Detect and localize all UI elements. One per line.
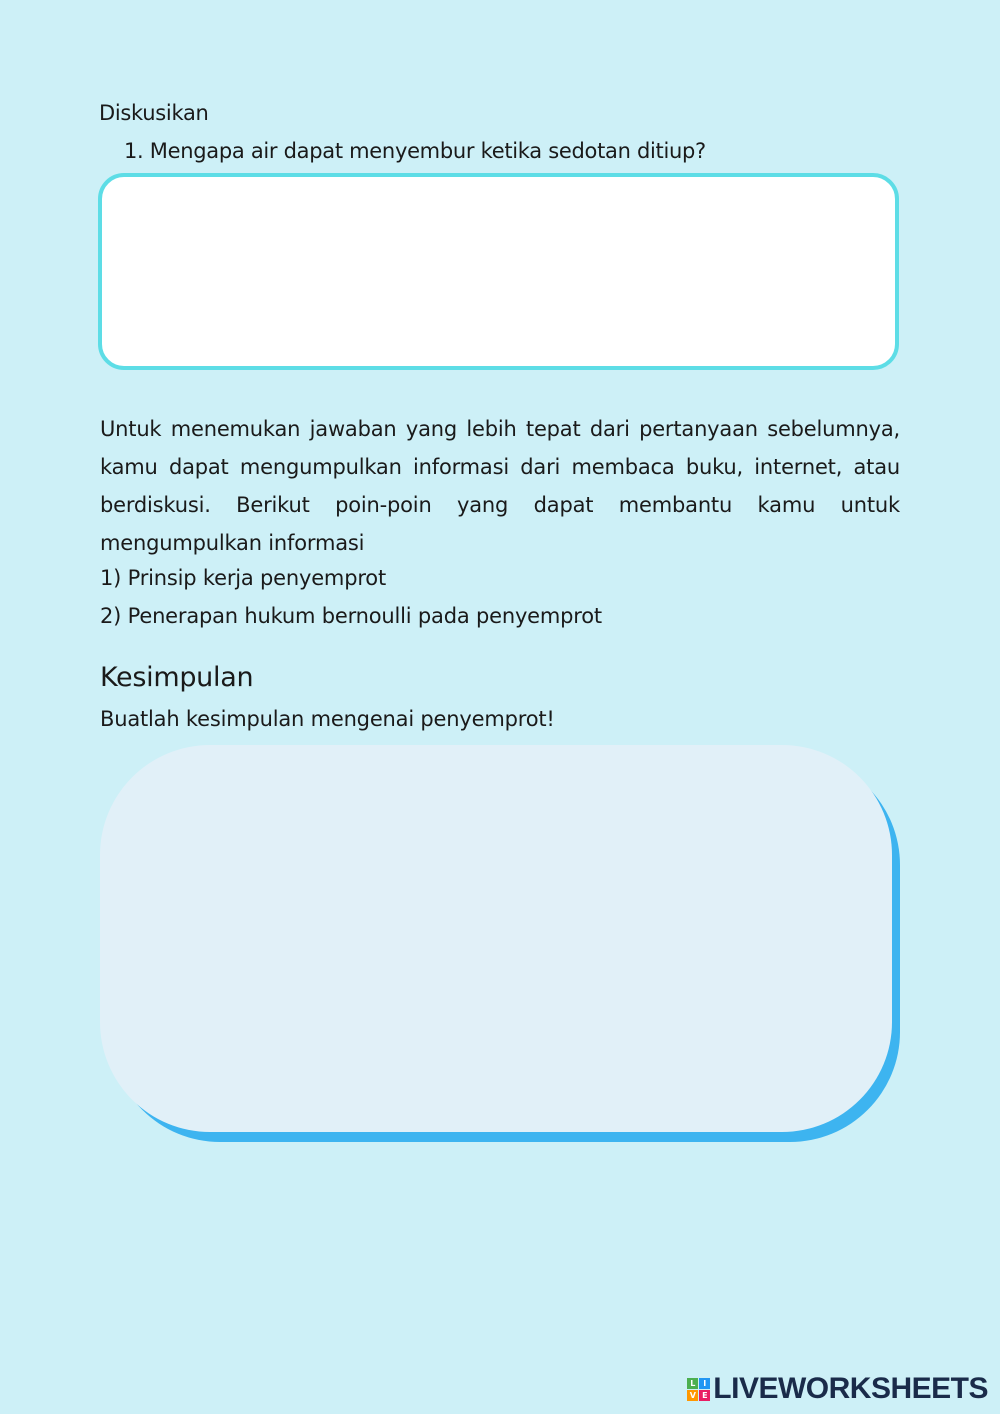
discussion-heading: Diskusikan	[99, 101, 209, 125]
info-paragraph: Untuk menemukan jawaban yang lebih tepat dari pertanyaan sebelumnya, kamu dapat mengumpulkan informasi dari membaca buku, internet, atau berdiskusi. Berikut poin-poin yang dapat membantu kamu untuk mengumpulkan informasi	[100, 417, 900, 555]
logo-text: LIVEWORKSHEETS	[713, 1372, 988, 1405]
conclusion-instruction: Buatlah kesimpulan mengenai penyemprot!	[100, 707, 555, 731]
logo-icon-cell: V	[687, 1390, 698, 1401]
discussion-question: 1. Mengapa air dapat menyembur ketika sedotan ditiup?	[124, 139, 706, 163]
info-point-1: 1) Prinsip kerja penyemprot	[100, 566, 386, 590]
liveworksheets-logo	[687, 1372, 988, 1406]
answer-box-conclusion[interactable]	[100, 745, 892, 1132]
answer-box-question-1[interactable]	[98, 173, 899, 370]
logo-icon-cell: E	[699, 1390, 710, 1401]
logo-icon-cell: I	[699, 1378, 710, 1389]
logo-icon-cell: L	[687, 1378, 698, 1389]
info-point-2: 2) Penerapan hukum bernoulli pada penyemprot	[100, 604, 602, 628]
conclusion-title: Kesimpulan	[100, 662, 254, 693]
liveworksheets-logo-icon	[687, 1378, 710, 1401]
